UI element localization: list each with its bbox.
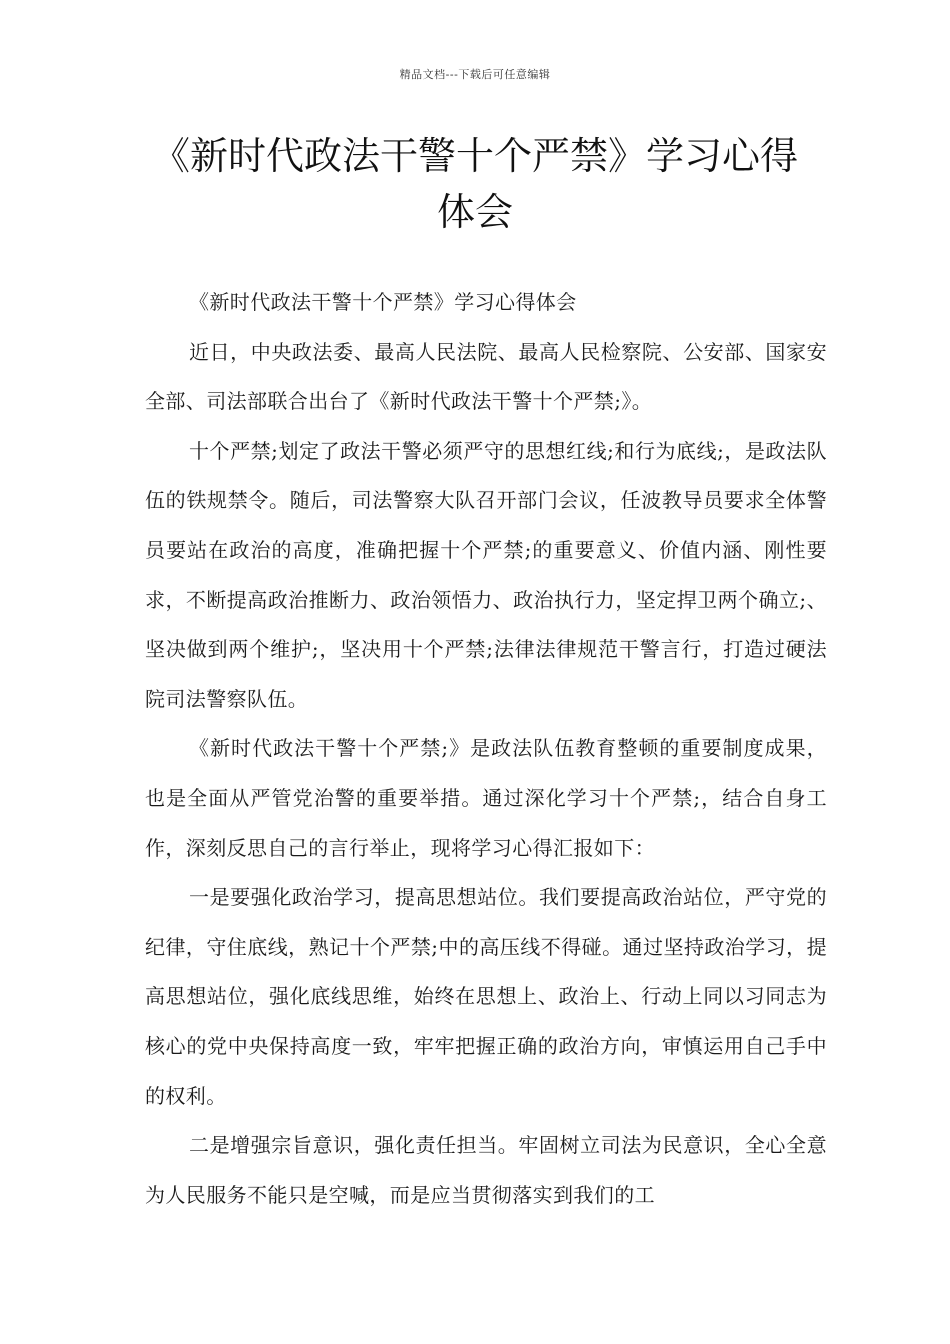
paragraph: 二是增强宗旨意识，强化责任担当。牢固树立司法为民意识，全心全意为人民服务不能只是空喊，而是应当贯彻落实到我们的工	[145, 1133, 827, 1207]
paragraph-subtitle: 《新时代政法干警十个严禁》学习心得体会	[189, 290, 577, 314]
paragraph: 《新时代政法干警十个严禁;》是政法队伍教育整顿的重要制度成果，也是全面从严管党治警的重要举措。通过深化学习十个严禁;，结合自身工作，深刻反思自己的言行举止，现将学习心得汇报如下：	[145, 736, 827, 860]
paragraph: 近日，中央政法委、最高人民法院、最高人民检察院、公安部、国家安全部、司法部联合出台了《新时代政法干警十个严禁;》。	[145, 339, 827, 414]
paragraph: 一是要强化政治学习，提高思想站位。我们要提高政治站位，严守党的纪律，守住底线，熟记十个严禁;中的高压线不得碰。通过坚持政治学习，提高思想站位，强化底线思维，始终在思想上、政治上、行动上同以习同志为核心的党中央保持高度一致，牢牢把握正确的政治方向，审慎运用自己手中的权利。	[145, 885, 827, 1108]
page-header: 精品文档---下载后可任意编辑	[399, 68, 551, 81]
paragraph: 十个严禁;划定了政法干警必须严守的思想红线;和行为底线;，是政法队伍的铁规禁令。随后，司法警察大队召开部门会议，任波教导员要求全体警员要站在政治的高度，准确把握十个严禁;的重要意义、价值内涵、刚性要求，不断提高政治推断力、政治领悟力、政治执行力，坚定捍卫两个确立;、坚决做到两个维护;，坚决用十个严禁;法律法律规范干警言行，打造过硬法院司法警察队伍。	[145, 438, 827, 711]
document-title	[120, 128, 830, 240]
document-body	[145, 278, 827, 1220]
title-line-2: 体会	[436, 190, 513, 234]
title-line-1: 《新时代政法干警十个严禁》学习心得	[151, 134, 798, 178]
